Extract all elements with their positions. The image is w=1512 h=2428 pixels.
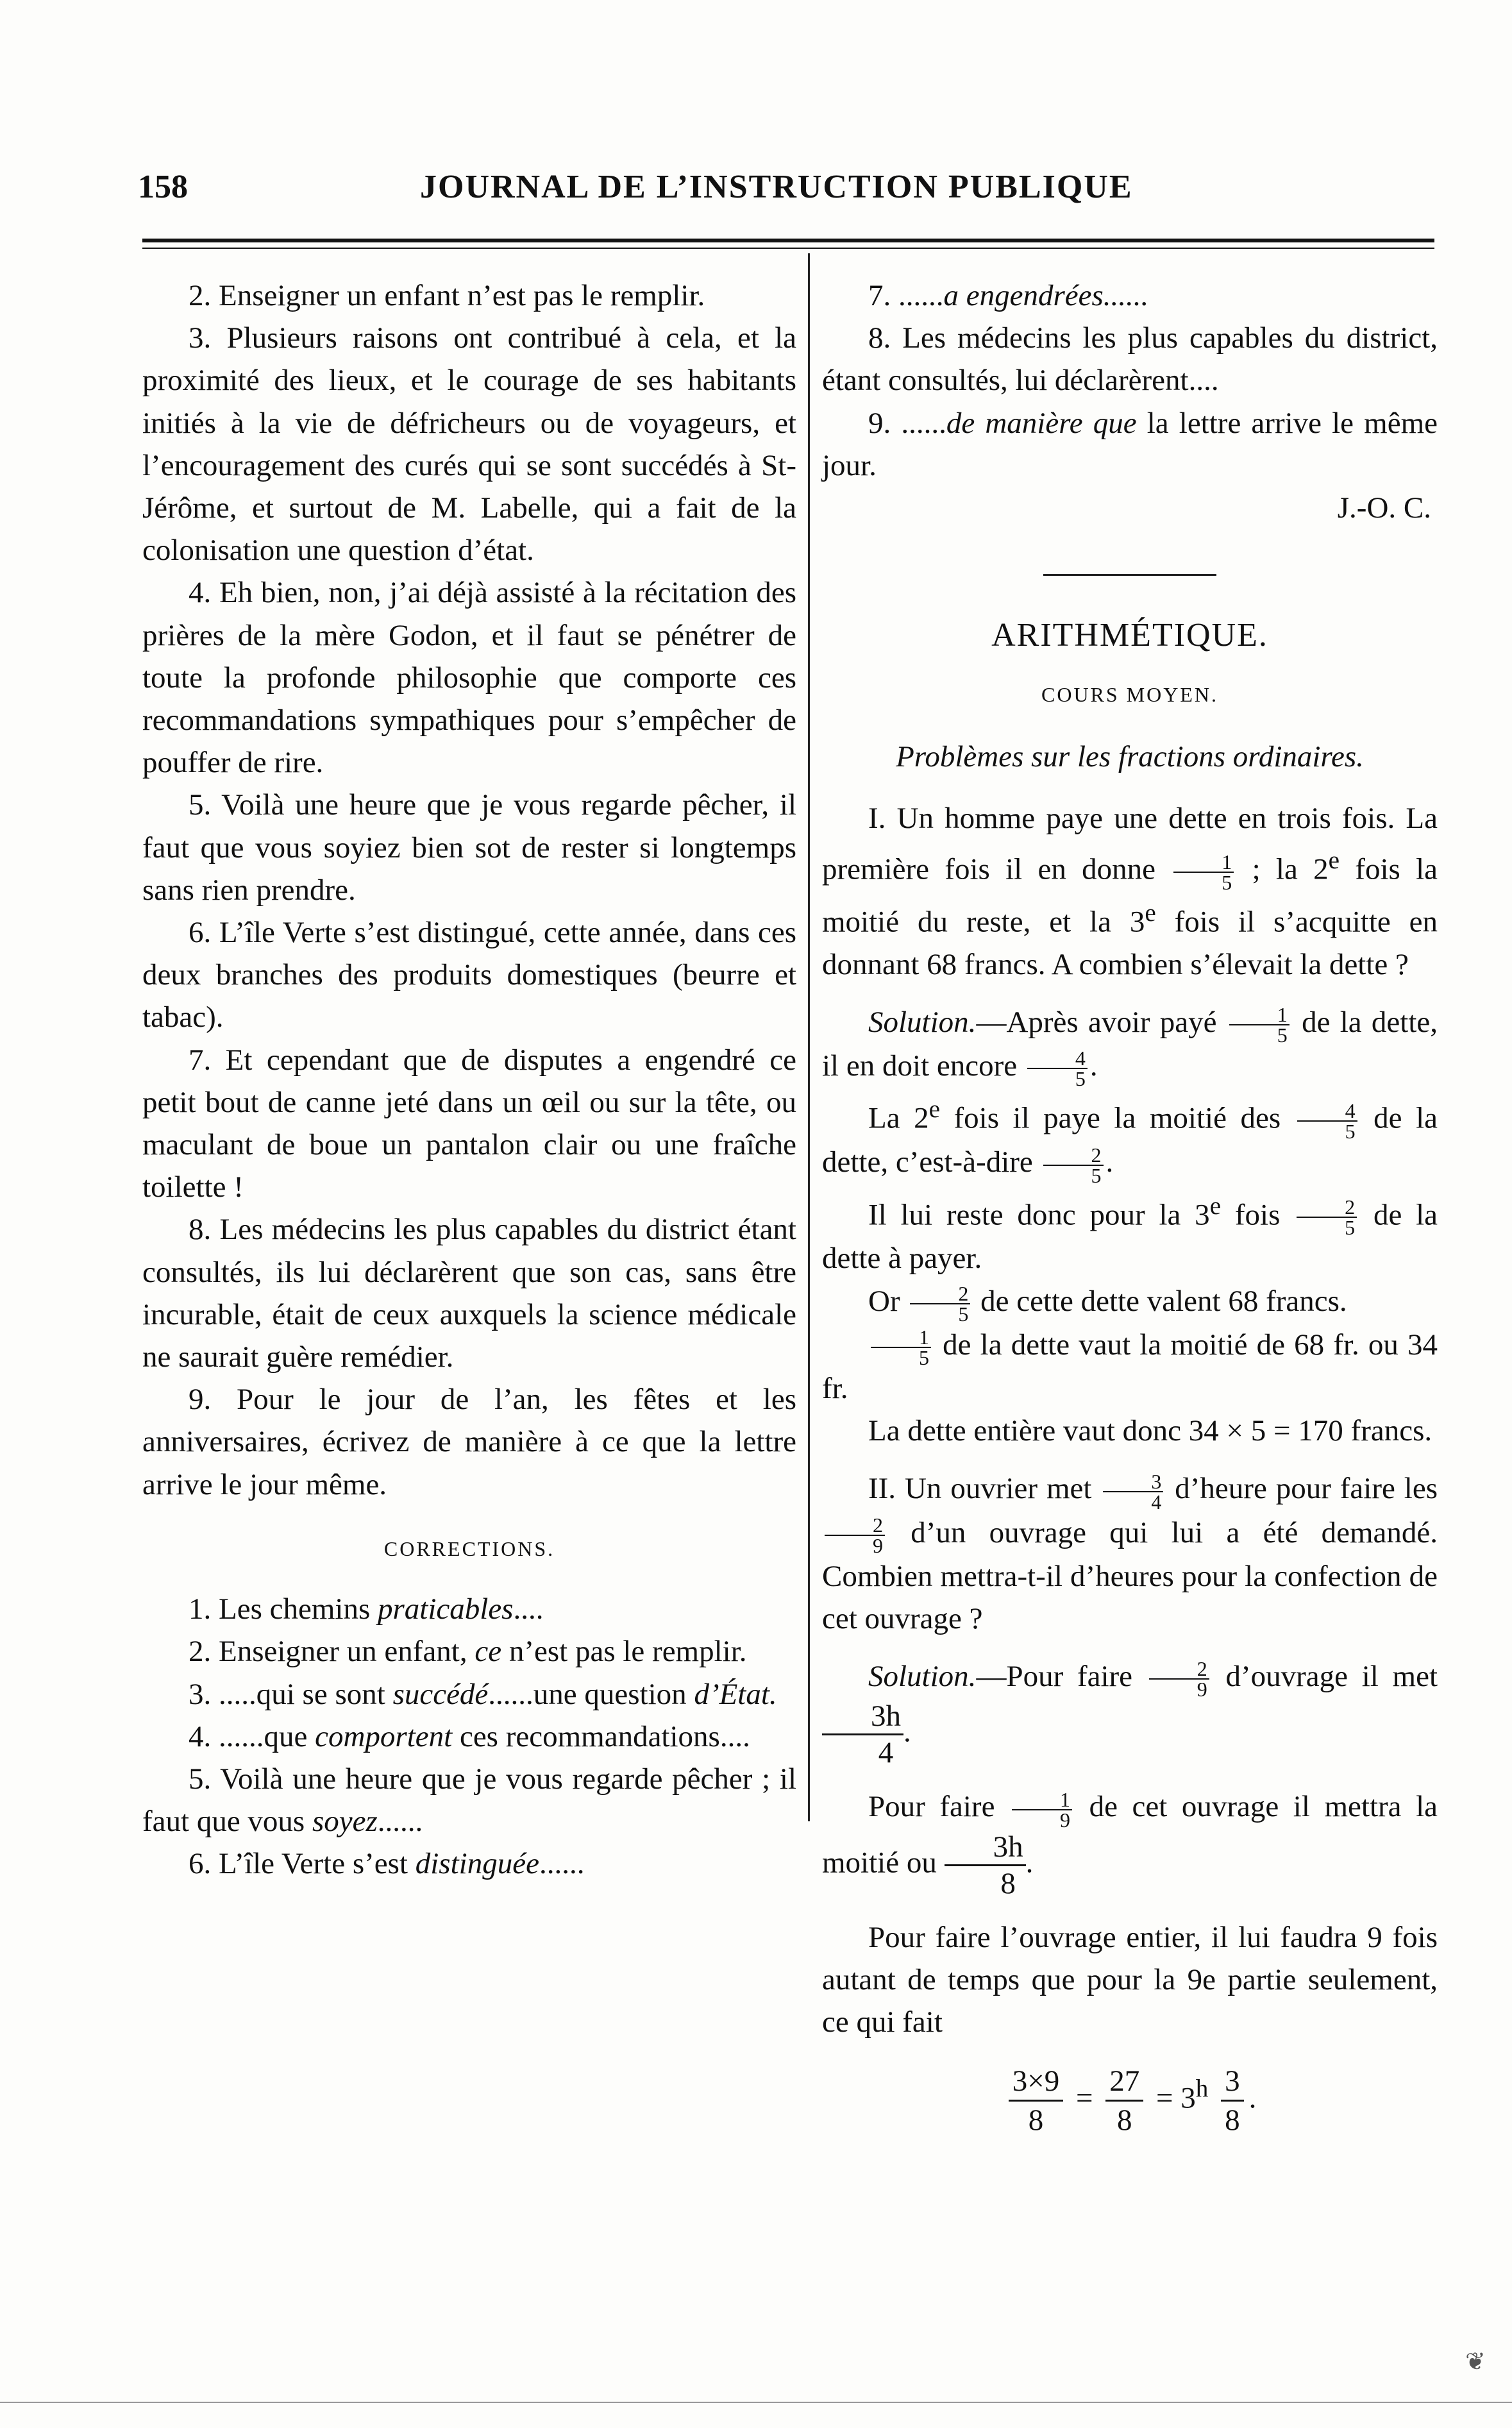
subsection-title: COURS MOYEN. (1041, 683, 1219, 707)
paragraph-8: 8. Les médecins les plus capables du district étant consultés, ils lui déclarèrent que son cas, sans être incurable, était de ceux auxquels la science médicale ne saurait guère remédier. (142, 1213, 796, 1374)
solution-1-line-5: $\frac{1}{5}$ de la dette vaut la moitié de 68 fr. ou 34 fr. (822, 1326, 1438, 1406)
section-title: ARITHMÉTIQUE. (991, 617, 1268, 654)
page-header (138, 168, 1441, 219)
bottom-rule (0, 2402, 1512, 2403)
paragraph-9: 9. Pour le jour de l’an, les fêtes et les anniversaires, écrivez de manière à ce que la lettre arrive le jour même. (142, 1383, 796, 1501)
paragraph-4: 4. Eh bien, non, j’ai déjà assisté à la récitation des prières de la mère Godon, et il faut se pénétrer de toute la profonde philosophie que comporte ces recommandations sympathiques pour s’empêcher de pouffer de rire. (142, 576, 796, 780)
signature: J.-O. C. (1337, 491, 1431, 525)
fraction: $\frac{2}{9}$ (1149, 1659, 1209, 1699)
paragraph-7: 7. Et cependant que de disputes a engendré ce petit bout de canne jeté dans un œil ou sur la tête, ou maculant de boue un pantalon clair ou une fraîche toilette ! (142, 1043, 796, 1204)
fraction: $\frac{3}{4}$ (1103, 1472, 1163, 1512)
fraction: $\frac{1}{5}$ (871, 1328, 931, 1367)
problem-2: II. Un ouvrier met $\frac{3}{4}$ d’heure pour faire les $\frac{2}{9}$ d’un ouvrage qui lui a été demandé. Combien mettra-t-il d’heures pour la confection de cet ouvrage ? (822, 1469, 1438, 1636)
solution-1-line-3: Il lui reste donc pour la 3e fois $\frac{2}{5}$ de la dette à payer. (822, 1192, 1438, 1276)
solution-1-line-1: Solution.—Après avoir payé $\frac{1}{5}$ de la dette, il en doit encore $\frac{4}{5}$ . (822, 1003, 1438, 1091)
page-number: 158 (138, 169, 188, 205)
fraction: $\frac{2}{5}$ (1297, 1197, 1357, 1237)
paragraph-3: 3. Plusieurs raisons ont contribué à cela, et la proximité des lieux, et le courage de ses habitants initiés à la vie de défricheurs ou de voyageurs, et l’encouragement des curés qui se sont succédés à St-Jérôme, et surtout de M. Labelle, qui a fait de la colonisation une question d’état. (142, 321, 796, 568)
problem-1: I. Un homme paye une dette en trois fois. La première fois il en donne $\frac{1}{5}$ ; la 2e fois la moitié du reste, et la 3e fois il s’acquitte en donnant 68 francs. A combien s’élevait la dette ? (822, 801, 1438, 981)
paragraph-5: 5. Voilà une heure que je vous regarde pêcher, il faut que vous soyiez bien sot de rester si longtemps sans rien prendre. (142, 788, 796, 907)
fraction: $\frac{3h}{4}$ (822, 1699, 903, 1770)
ornament-icon: ❦ (1465, 2348, 1486, 2375)
header-rule-thick (142, 239, 1434, 242)
solution-2-line-2: Pour faire $\frac{1}{9}$ de cet ouvrage il mettra la moitié ou $\frac{3h}{8}$ . (822, 1787, 1438, 1900)
fraction: $\frac{2}{9}$ (825, 1515, 885, 1555)
fraction: $\frac{3h}{8}$ (945, 1830, 1026, 1901)
correction-7: 7. ......a engendrées...... (868, 279, 1149, 312)
left-column (142, 274, 796, 1885)
fraction: $\frac{4}{5}$ (1297, 1101, 1357, 1141)
fraction: $\frac{2}{5}$ (1043, 1145, 1104, 1185)
paragraph-6: 6. L’île Verte s’est distingué, cette année, dans ces deux branches des produits domestiques (beurre et tabac). (142, 916, 796, 1034)
section-divider (1043, 574, 1216, 576)
header-rule-thin (142, 248, 1434, 249)
fraction: $\frac{1}{5}$ (1229, 1005, 1289, 1045)
correction-1: 1. Les chemins praticables.... (189, 1592, 544, 1626)
fraction: $\frac{1}{5}$ (1173, 852, 1234, 892)
fraction: $\frac{27}{8}$ (1105, 2062, 1143, 2139)
journal-title: JOURNAL DE L’INSTRUCTION PUBLIQUE (420, 169, 1133, 205)
correction-2: 2. Enseigner un enfant, ce n’est pas le remplir. (189, 1635, 747, 1669)
correction-9: 9. ......de manière que la lettre arrive le même jour. (822, 406, 1438, 482)
corrections-heading: CORRECTIONS. (383, 1537, 555, 1560)
final-equation: $\frac{3\times 9}{8}$ = $\frac{27}{8}$ = $3^h$ $\frac{3}{8}$ . (822, 2062, 1438, 2139)
correction-5: 5. Voilà une heure que je vous regarde pêcher ; il faut que vous soyez...... (142, 1762, 796, 1839)
fraction: $\frac{4}{5}$ (1027, 1049, 1088, 1088)
correction-8: 8. Les médecins les plus capables du district, étant consultés, lui déclarèrent.... (822, 321, 1438, 398)
correction-4: 4. ......que comportent ces recommandations.... (189, 1719, 750, 1753)
fraction: $\frac{3}{8}$ (1221, 2062, 1244, 2139)
problems-heading: Problèmes sur les fractions ordinaires. (896, 739, 1364, 773)
solution-1-line-2: La 2e fois il paye la moitié des $\frac{4}{5}$ de la dette, c’est-à-dire $\frac{2}{5}$ . (822, 1095, 1438, 1187)
right-column (822, 274, 1438, 2139)
paragraph-2: 2. Enseigner un enfant n’est pas le remplir. (189, 279, 705, 312)
correction-3: 3. .....qui se sont succédé......une question d’État. (189, 1677, 777, 1711)
fraction: $\frac{3\times 9}{8}$ (1009, 2062, 1064, 2139)
fraction: $\frac{2}{5}$ (910, 1284, 970, 1324)
solution-2-line-1: Solution.—Pour faire $\frac{2}{9}$ d’ouvrage il met $\frac{3h}{4}$ . (822, 1655, 1438, 1770)
solution-1-line-6: La dette entière vaut donc 34 × 5 = 170 francs. (868, 1414, 1432, 1448)
column-separator (808, 253, 810, 1821)
fraction: $\frac{1}{9}$ (1012, 1790, 1072, 1830)
correction-6: 6. L’île Verte s’est distinguée...... (189, 1847, 585, 1881)
solution-1-line-4: Or $\frac{2}{5}$ de cette dette valent 68 francs. (868, 1281, 1347, 1326)
solution-2-line-3: Pour faire l’ouvrage entier, il lui faudra 9 fois autant de temps que pour la 9e partie seulement, ce qui fait (822, 1920, 1438, 2039)
